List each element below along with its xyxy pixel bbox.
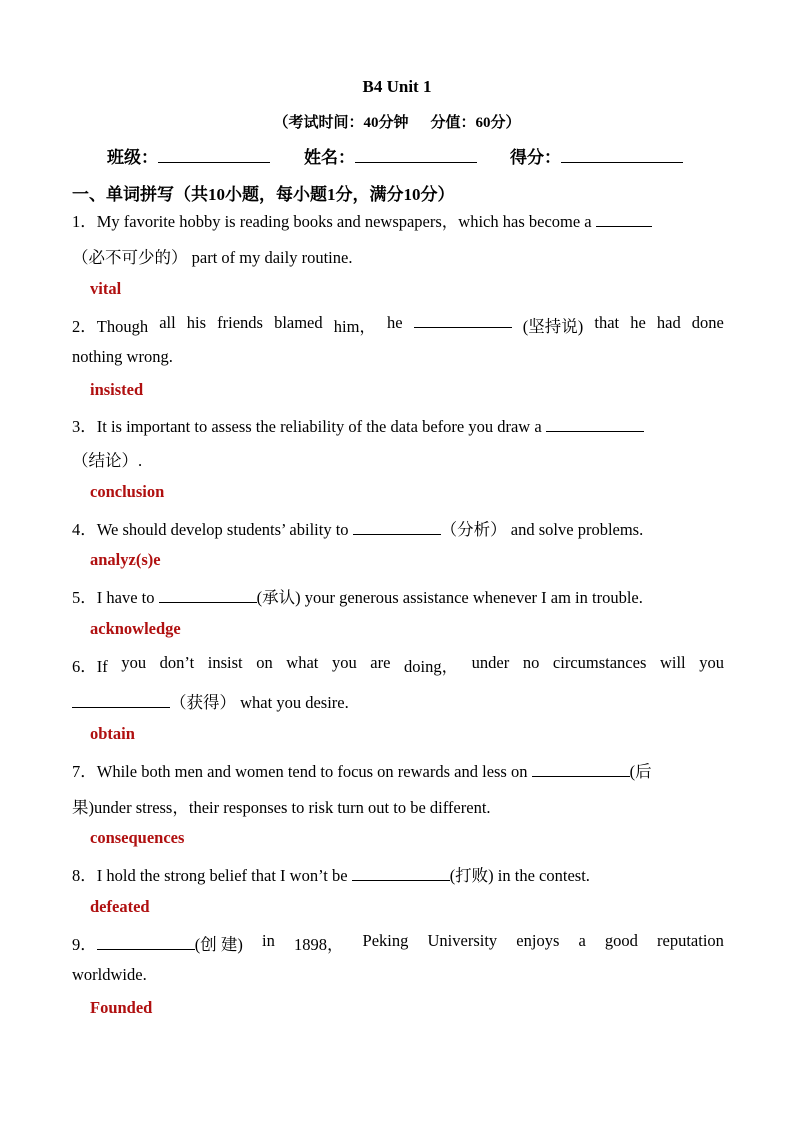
- word: under: [471, 653, 510, 672]
- word: you: [121, 653, 147, 672]
- class-blank: [158, 148, 270, 163]
- question-2-line-1: [72, 313, 724, 337]
- question-text: 7．While both men and women tend to focus on rewards and less on: [72, 762, 528, 781]
- word: good: [604, 931, 638, 950]
- name-label: 姓名：: [304, 148, 355, 167]
- answer-9: Founded: [90, 998, 153, 1017]
- question-text: 3．It is important to assess the reliability of the data before you draw a: [72, 417, 542, 436]
- word: what: [286, 653, 319, 672]
- name-field: [304, 143, 477, 168]
- answer-1: vital: [90, 279, 122, 298]
- question-2-line-2: nothing wrong.: [72, 347, 173, 366]
- word: are: [370, 653, 391, 672]
- word: enjoys: [516, 931, 560, 950]
- word: on: [256, 653, 273, 672]
- answer-3: conclusion: [90, 482, 165, 501]
- word: 1898，: [293, 935, 344, 954]
- question-text: （获得） what you desire.: [170, 693, 349, 712]
- score-field: [510, 143, 683, 168]
- question-7-line-2: 果)under stress，their responses to risk turn out to be different.: [72, 798, 491, 817]
- word: you: [331, 653, 357, 672]
- question-text: 1．My favorite hobby is reading books and newspapers，which has become a: [72, 212, 592, 231]
- word: (创 建): [194, 935, 243, 954]
- answer-2: insisted: [90, 380, 144, 399]
- answer-blank: [353, 520, 441, 535]
- word: will: [659, 653, 686, 672]
- question-9-line-2: worldwide.: [72, 965, 147, 984]
- question-6-line-2: [72, 689, 349, 713]
- question-number: 9．: [72, 935, 97, 954]
- answer-6: obtain: [90, 724, 135, 743]
- word: 2．Though: [72, 317, 149, 336]
- question-3-line-1: [72, 413, 644, 437]
- word: circumstances: [552, 653, 647, 672]
- word: you: [699, 653, 724, 672]
- word: Peking: [362, 931, 409, 950]
- answer-8: defeated: [90, 897, 150, 916]
- word: (坚持说): [522, 317, 584, 336]
- answer-7: consequences: [90, 828, 185, 847]
- word: all: [159, 313, 176, 332]
- word: had: [656, 313, 681, 332]
- question-7-line-1: [72, 758, 652, 782]
- word: [72, 931, 243, 955]
- exam-meta: [0, 111, 794, 132]
- question-text: （必不可少的） part of my daily routine.: [72, 248, 353, 267]
- answer-blank: [97, 935, 195, 950]
- word: no: [522, 653, 540, 672]
- score-label: 得分：: [510, 148, 561, 167]
- score-blank: [561, 148, 683, 163]
- question-1-line-2: [72, 244, 352, 268]
- class-field: [107, 143, 270, 168]
- answer-blank: [546, 417, 644, 432]
- answer-blank: [72, 693, 170, 708]
- answer-blank: [352, 866, 450, 881]
- word: don’t: [159, 653, 195, 672]
- word: in: [261, 931, 275, 950]
- section-title: 一、单词拼写（共10小题，每小题1分，满分10分）: [72, 185, 455, 204]
- question-5-line-1: [72, 584, 643, 608]
- word: he: [630, 313, 646, 332]
- word: insist: [207, 653, 243, 672]
- answer-blank: [159, 588, 257, 603]
- question-8-line-1: [72, 862, 590, 886]
- question-9-line-1: [72, 931, 724, 955]
- word: him，: [333, 317, 376, 336]
- question-text: 8．I hold the strong belief that I won’t be: [72, 866, 348, 885]
- answer-5: acknowledge: [90, 619, 181, 638]
- answer-blank: [414, 313, 512, 328]
- question-text: （分析） and solve problems.: [440, 520, 644, 539]
- question-text: (打败) in the contest.: [449, 866, 590, 885]
- exam-time: （考试时间：40分钟: [273, 115, 409, 131]
- answer-blank: [596, 212, 652, 227]
- class-label: 班级：: [107, 148, 158, 167]
- word: blamed: [274, 313, 323, 332]
- word: a: [578, 931, 586, 950]
- word: his: [186, 313, 207, 332]
- question-text: 5．I have to: [72, 588, 155, 607]
- word: friends: [217, 313, 263, 332]
- question-1-line-1: [72, 208, 652, 232]
- question-3-line-2: （结论）.: [72, 451, 143, 470]
- word: done: [691, 313, 724, 332]
- word: 6．If: [72, 657, 108, 676]
- question-text: 4．We should develop students’ ability to: [72, 520, 349, 539]
- word: University: [427, 931, 498, 950]
- question-text: (后: [629, 762, 652, 781]
- word: that: [594, 313, 620, 332]
- name-blank: [355, 148, 477, 163]
- question-6-line-1: [72, 653, 724, 677]
- answer-4: analyz(s)e: [90, 550, 161, 569]
- question-4-line-1: [72, 516, 643, 540]
- page-title: B4 Unit 1: [362, 77, 432, 96]
- word: he: [387, 313, 403, 332]
- word: reputation: [657, 931, 724, 950]
- question-text: (承认) your generous assistance whenever I am in trouble.: [256, 588, 643, 607]
- word: doing，: [404, 657, 459, 676]
- score-total: 分值：60分）: [430, 115, 521, 131]
- answer-blank: [532, 762, 630, 777]
